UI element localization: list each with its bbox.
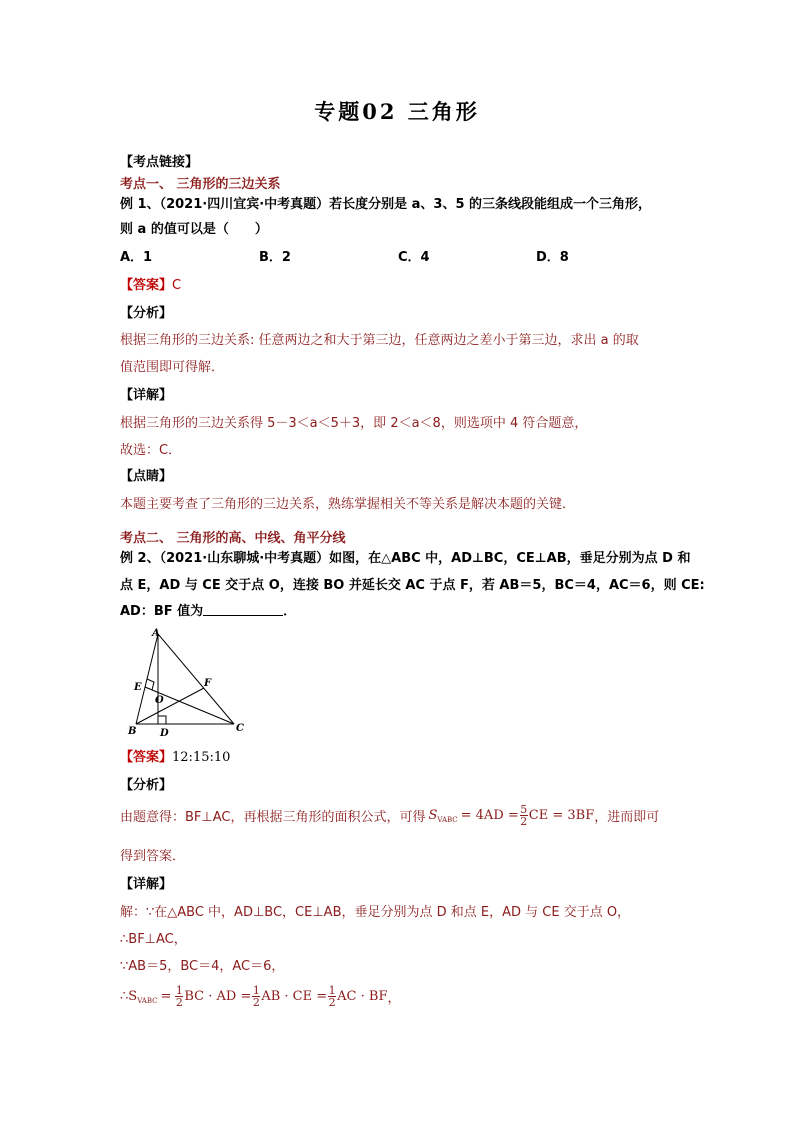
section-header: 【考点链接】 (120, 155, 199, 170)
kp2-detail-tag: 【详解】 (120, 877, 173, 892)
kp1-analysis-line2: 值范围即可得解． (120, 360, 225, 375)
kp2-detail-line4: $\therefore S_{VABC}$ = $\frac{1}{2}$ BC · AD = $\frac{1}{2}$ AB · CE = $\frac{1}{2}$ AC · BF ， (120, 984, 401, 1009)
formula-sub: VABC (437, 815, 458, 824)
kp1-comment-line: 本题主要考查了三角形的三边关系，熟练掌握相关不等关系是解决本题的关键． (120, 497, 576, 512)
kp2-question-line3 (120, 600, 296, 619)
kp2-question-line1: 例 2、（2021·山东聊城·中考真题）如图，在△ABC 中，AD⊥BC，CE⊥AB，垂足分别为点 D 和 (120, 551, 691, 566)
analysis-text-b: ，进而即可 (594, 810, 660, 825)
label-b: B (128, 726, 137, 737)
detail-line4-end: ， (387, 991, 401, 1006)
formula-right: CE = 3BF (528, 808, 595, 823)
fraction-half-3: $\frac{1}{2}$ (328, 984, 336, 1009)
label-e: E (134, 682, 142, 693)
choice-b: B．2 (259, 250, 291, 265)
line-bf (136, 688, 204, 724)
choice-c: C．4 (398, 250, 430, 265)
page-title: 专题02 三角形 (314, 99, 480, 124)
fraction-half-1: $\frac{1}{2}$ (175, 984, 183, 1009)
formula-fraction: $\frac{5}{2}$ (520, 803, 528, 828)
label-f: F (204, 678, 212, 689)
answer-tag: 【答案】 (120, 750, 173, 765)
label-o: O (155, 695, 164, 706)
detail-term-1: BC · AD = (184, 989, 252, 1004)
kp2-question-line3-end: ． (283, 604, 297, 619)
kp2-question-line2: 点 E，AD 与 CE 交于点 O，连接 BO 并延长交 AC 于点 F，若 AB＝5，BC＝4，AC＝6，则 CE: (120, 578, 705, 593)
choice-d: D．8 (536, 250, 569, 265)
kp1-question-line2: 则 a 的值可以是（ ） (120, 222, 268, 237)
kp2-analysis-tag: 【分析】 (120, 778, 173, 793)
kp1-detail-line2: 故选：C． (120, 443, 182, 458)
kp1-detail-tag: 【详解】 (120, 388, 173, 403)
kp2-analysis-line2: 得到答案． (120, 849, 186, 864)
answer-value: C (172, 278, 182, 293)
kp1-analysis-tag: 【分析】 (120, 306, 173, 321)
label-d: D (160, 728, 169, 738)
kp2-analysis-line1 (120, 804, 659, 827)
kp2-detail-line3: ∵AB＝5，BC＝4，AC＝6， (120, 959, 285, 974)
kp1-comment-tag: 【点睛】 (120, 469, 173, 484)
label-a: A (152, 628, 160, 639)
kp1-answer (120, 274, 181, 293)
detail-s: ∴S (120, 988, 138, 1004)
formula-mid: = 4AD = (460, 808, 519, 823)
label-c: C (236, 723, 244, 734)
triangle-figure (118, 626, 248, 738)
kp1-detail-line1: 根据三角形的三边关系得 5－3＜a＜5＋3，即 2＜a＜8，则选项中 4 符合题意， (120, 416, 588, 431)
formula-s: S (428, 807, 438, 823)
kp1-analysis-line1: 根据三角形的三边关系: 任意两边之和大于第三边，任意两边之差小于第三边，求出 a 的取 (120, 333, 639, 348)
kp2-detail-line1: 解：∵在△ABC 中，AD⊥BC，CE⊥AB，垂足分别为点 D 和点 E，AD 与 CE 交于点 O， (120, 905, 631, 920)
analysis-text-a: 由题意得：BF⊥AC，再根据三角形的面积公式，可得 (120, 810, 426, 825)
kp2-heading: 考点二、 三角形的高、中线、角平分线 (120, 531, 346, 546)
choice-a: A．1 (120, 250, 153, 265)
answer-value: 12:15:10 (172, 750, 231, 765)
detail-term-2: AB · CE = (261, 989, 328, 1004)
detail-term-3: AC · BF (337, 989, 388, 1004)
right-angle-d (158, 716, 166, 724)
kp2-question-line3-text: AD：BF 值为 (120, 604, 204, 619)
fraction-half-2: $\frac{1}{2}$ (252, 984, 260, 1009)
answer-blank (203, 603, 283, 616)
side-ac (158, 634, 234, 724)
detail-sub: VABC (137, 996, 158, 1005)
kp2-answer (120, 746, 230, 765)
kp1-question-line1: 例 1、（2021·四川宜宾·中考真题）若长度分别是 a、3、5 的三条线段能组成一个三角形， (120, 197, 652, 212)
answer-tag: 【答案】 (120, 278, 173, 293)
kp2-detail-line2: ∴BF⊥AC， (120, 932, 187, 947)
kp1-heading: 考点一、 三角形的三边关系 (120, 177, 281, 192)
